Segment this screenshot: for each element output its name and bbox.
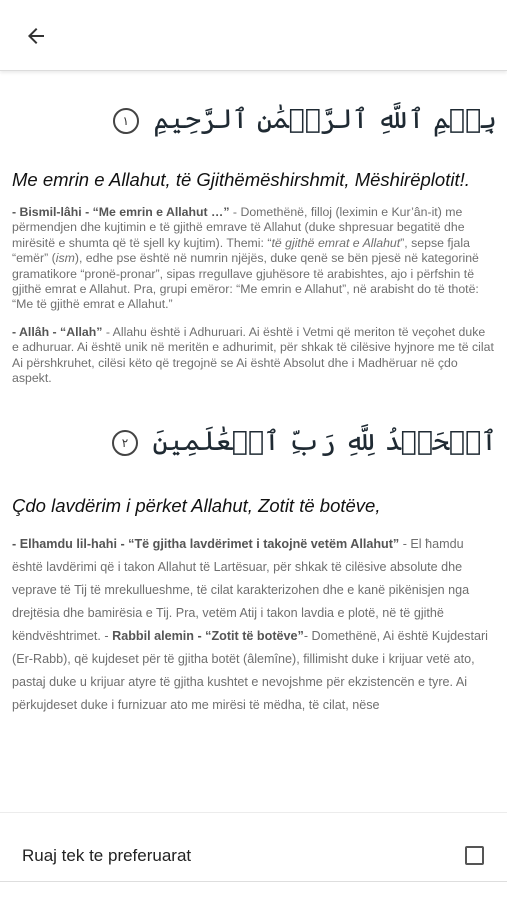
arrow-left-icon (24, 24, 48, 48)
save-favorite-label: Ruaj tek te preferuarat (22, 846, 192, 865)
verse-2-tafsir: - Elhamdu lil-hahi - “Të gjitha lavdërimet i takojnë vetëm Allahut” - El ħamdu është lavdërimi që i takon Allahut të Lartësuar, për shkak të cilësive absolute dhe veprave të Tij të mrekullueshme, të cilat karakterizohen dhe e kanë pikënisjen nga drejtësia dhe bamirësia e Tij. Pra, vetëm Atij i takon lavdia e plotë, në të gjithë këndvështrimet. - Rabbil alemin - “Zotit të botëve”- Domethënë, Ai është Kujdestari (Er-Rabb), që kujdeset për të gjitha botët (âlemîne), fillimisht duke i krijuar vetë ato, pastaj duke u krijuar atyre të gjitha kushtet e nevojshme për ekzistencën e tyre. Ai përkujdeset duke i furnizuar ato me mirësi të mëdha, të cilat, nëse (12, 537, 488, 713)
verse-2-arabic: ٱلۡحَمۡدُ لِلَّهِ رَبِّ ٱلۡعَٰلَمِينَ ٢ (0, 420, 507, 464)
save-favorite-checkbox[interactable] (465, 846, 484, 865)
verse-1-tafsir-2: - Allâh - “Allah” - Allahu është i Adhuruari. Ai është i Vetmi që meriton të veçohet duke e adhuruar. Ai është unik në meritën e adhurimit, për shkak të cilësive hyjnore me të cilat Ai përshkruhet, cilësi këto që tregojnë se Ai është Absolut dhe i Madhëruar në çdo aspekt. (12, 324, 494, 386)
ayah-number-2: ٢ (112, 430, 138, 456)
top-app-bar (0, 0, 507, 71)
verse-1-translation: Me emrin e Allahut, të Gjithëmëshirshmit, Mëshirëplotit!. (12, 169, 470, 190)
verse-1-arabic: بِسۡمِ ٱللَّهِ ٱلرَّحۡمَٰنِ ٱلرَّحِيمِ ١ (0, 98, 507, 142)
save-favorite-row[interactable] (0, 835, 507, 882)
ayah-number-1: ١ (113, 108, 139, 134)
tafsir-content[interactable] (0, 72, 507, 812)
bottom-panel (0, 812, 507, 901)
verse-2-translation: Çdo lavdërim i përket Allahut, Zotit të botëve, (12, 495, 381, 517)
verse-1-tafsir-1: - Bismil-lâhi - “Me emrin e Allahut …” - Domethënë, filloj (leximin e Kur’ân-it) me përmendjen dhe kujtimin e të gjithë emrave të Allahut (duke shpresuar begatitë dhe mirësitë e shumta që të sjell ky kujtim). Themi: “të gjithë emrat e Allahut”, sepse fjala “emër” (ism), edhe pse është në numrin njëjës, duke qenë se bën pjesë në kategorinë gramatikore “pronë-pronar”, sipas rregullave gjuhësore të arabishtes, ajo i përfshin të gjithë emrat e Allahut. Pra, grupi emëror: “Me emrin e Allahut”, në arabisht do të thotë: “Me të gjithë emrat e Allahut.” (12, 205, 479, 312)
back-button[interactable] (18, 18, 54, 54)
